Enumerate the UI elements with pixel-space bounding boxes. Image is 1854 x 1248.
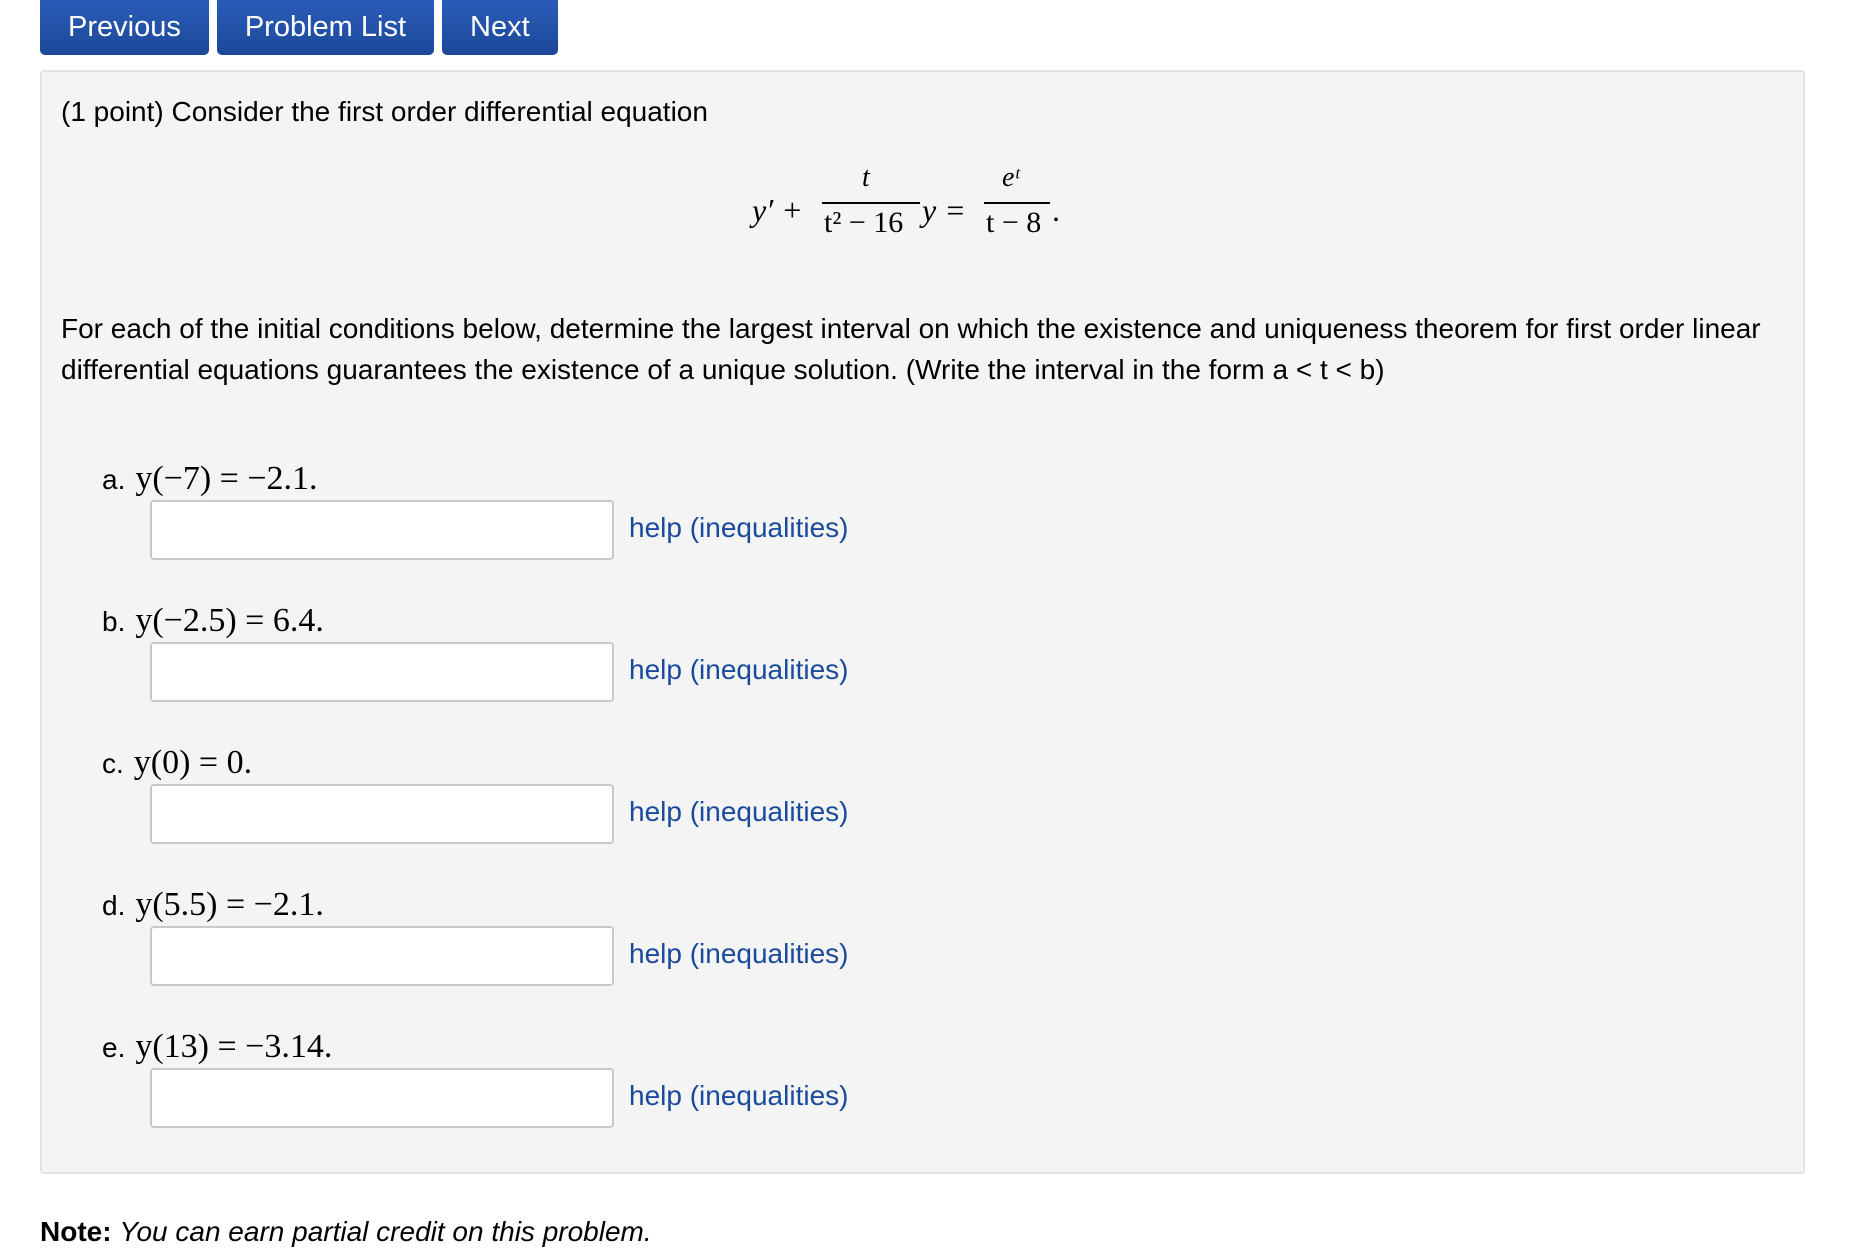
initial-condition: y(−7) = −2.1.: [135, 460, 318, 497]
problem-nav: [40, 0, 558, 55]
partial-credit-note: [40, 1216, 652, 1248]
part-e: [102, 1028, 849, 1111]
fraction2-bar: [984, 202, 1050, 204]
note-label: Note:: [40, 1216, 112, 1247]
differential-equation: [752, 162, 1152, 262]
help-link-c[interactable]: help (inequalities): [629, 796, 849, 827]
part-label: a.: [102, 464, 126, 495]
next-button[interactable]: Next: [442, 0, 558, 55]
help-link-a[interactable]: help (inequalities): [629, 512, 849, 543]
answer-input-a[interactable]: [150, 500, 614, 560]
help-link-e[interactable]: help (inequalities): [629, 1080, 849, 1111]
equation-lhs: y′ +: [752, 192, 803, 228]
previous-button[interactable]: Previous: [40, 0, 209, 55]
initial-condition: y(13) = −3.14.: [135, 1028, 333, 1065]
equation-end: .: [1052, 192, 1060, 228]
part-label: e.: [102, 1032, 126, 1063]
help-link-d[interactable]: help (inequalities): [629, 938, 849, 969]
fraction1-numerator: t: [862, 162, 870, 193]
part-label: b.: [102, 606, 126, 637]
part-a: [102, 460, 849, 543]
part-label: d.: [102, 890, 126, 921]
fraction2-denominator: t − 8: [986, 206, 1042, 239]
answer-input-c[interactable]: [150, 784, 614, 844]
answer-input-e[interactable]: [150, 1068, 614, 1128]
problem-description: For each of the initial conditions below, determine the largest interval on which the existence and uniqueness theorem for first order linear differential equations guarantees the existence of a unique solution. (Write the interval in the form a < t < b): [61, 313, 1761, 385]
answer-input-d[interactable]: [150, 926, 614, 986]
problem-box: [40, 70, 1805, 1174]
initial-condition: y(−2.5) = 6.4.: [135, 602, 324, 639]
part-c: [102, 744, 849, 827]
part-label: c.: [102, 748, 124, 779]
fraction1-bar: [822, 202, 920, 204]
problem-list-button[interactable]: Problem List: [217, 0, 434, 55]
help-link-b[interactable]: help (inequalities): [629, 654, 849, 685]
fraction2-numerator: eᵗ: [1002, 162, 1020, 193]
note-text: You can earn partial credit on this problem.: [119, 1216, 652, 1247]
part-d: [102, 886, 849, 969]
problem-intro: (1 point) Consider the first order differential equation: [61, 96, 708, 127]
equation-mid: y =: [922, 192, 966, 228]
initial-condition: y(5.5) = −2.1.: [135, 886, 324, 923]
fraction1-denominator: t² − 16: [824, 206, 904, 239]
part-b: [102, 602, 849, 685]
initial-condition: y(0) = 0.: [133, 744, 253, 781]
answer-input-b[interactable]: [150, 642, 614, 702]
